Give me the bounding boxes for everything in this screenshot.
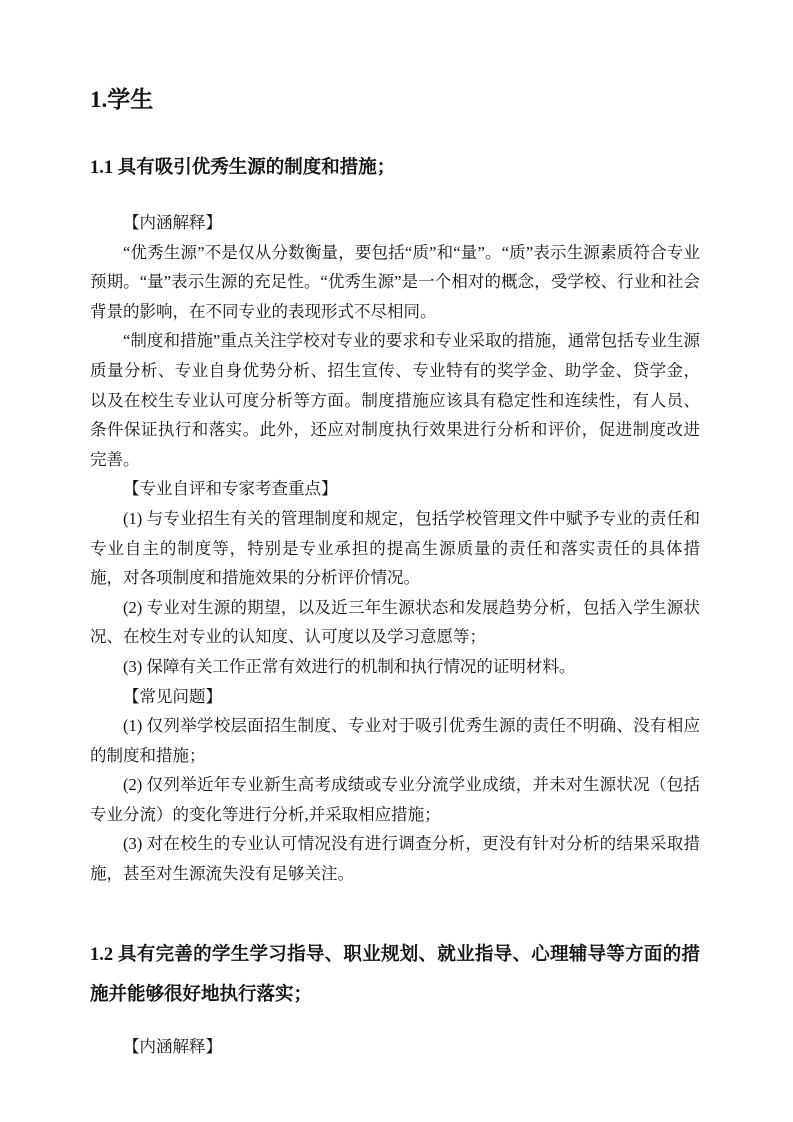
review-item-1: (1) 与专业招生有关的管理制度和规定，包括学校管理文件中赋予专业的责任和专业自主的制度等，特别是专业承担的提高生源质量的责任和落实责任的具体措施，对各项制度和措施效果的分析评价情况。 [90,508,700,588]
problem-item-2: (2) 仅列举近年专业新生高考成绩或专业分流学业成绩，并未对生源状况（包括专业分流）的变化等进行分析,并采取相应措施； [90,775,700,824]
review-focus-label: 【专业自评和专家考查重点】 [123,479,338,499]
paragraph-excellent-source: “优秀生源”不是仅从分数衡量，要包括“质”和“量”。“质”表示生源素质符合专业预期。“量”表示生源的充足性。“优秀生源”是一个相对的概念，受学校、行业和社会背景的影响，在不同专业的表现形式不尽相同。 [90,242,700,321]
common-problems-label: 【常见问题】 [123,686,222,706]
section-1-2-heading: 1.2 具有完善的学生学习指导、职业规划、就业指导、心理辅导等方面的措施并能够很好地执行落实； [90,944,700,1005]
connotation-label-1-1: 【内涵解释】 [123,213,222,232]
review-item-2: (2) 专业对生源的期望，以及近三年生源状态和发展趋势分析，包括入学生源状况、在校生对专业的认知度、认可度以及学习意愿等； [90,597,700,647]
section-1-1-heading: 1.1 具有吸引优秀生源的制度和措施； [90,158,396,178]
paragraph-system-measures: “制度和措施”重点关注学校对专业的要求和专业采取的措施，通常包括专业生源质量分析、专业自身优势分析、招生宣传、专业特有的奖学金、助学金、贷学金，以及在校生专业认可度分析等方面。制度措施应该具有稳定性和连续性，有人员、条件保证执行和落实。此外，还应对制度执行效果进行分析和评价，促进制度改进完善。 [90,331,700,469]
problem-item-1: (1) 仅列举学校层面招生制度、专业对于吸引优秀生源的责任不明确、没有相应的制度和措施； [90,716,700,765]
connotation-label-1-2: 【内涵解释】 [123,1036,222,1056]
chapter-title: 1.学生 [90,87,154,112]
review-item-3: (3) 保障有关工作正常有效进行的机制和执行情况的证明材料。 [123,656,576,676]
problem-item-3: (3) 对在校生的专业认可情况没有进行调查分析，更没有针对分析的结果采取措施，甚至对生源流失没有足够关注。 [90,834,700,884]
